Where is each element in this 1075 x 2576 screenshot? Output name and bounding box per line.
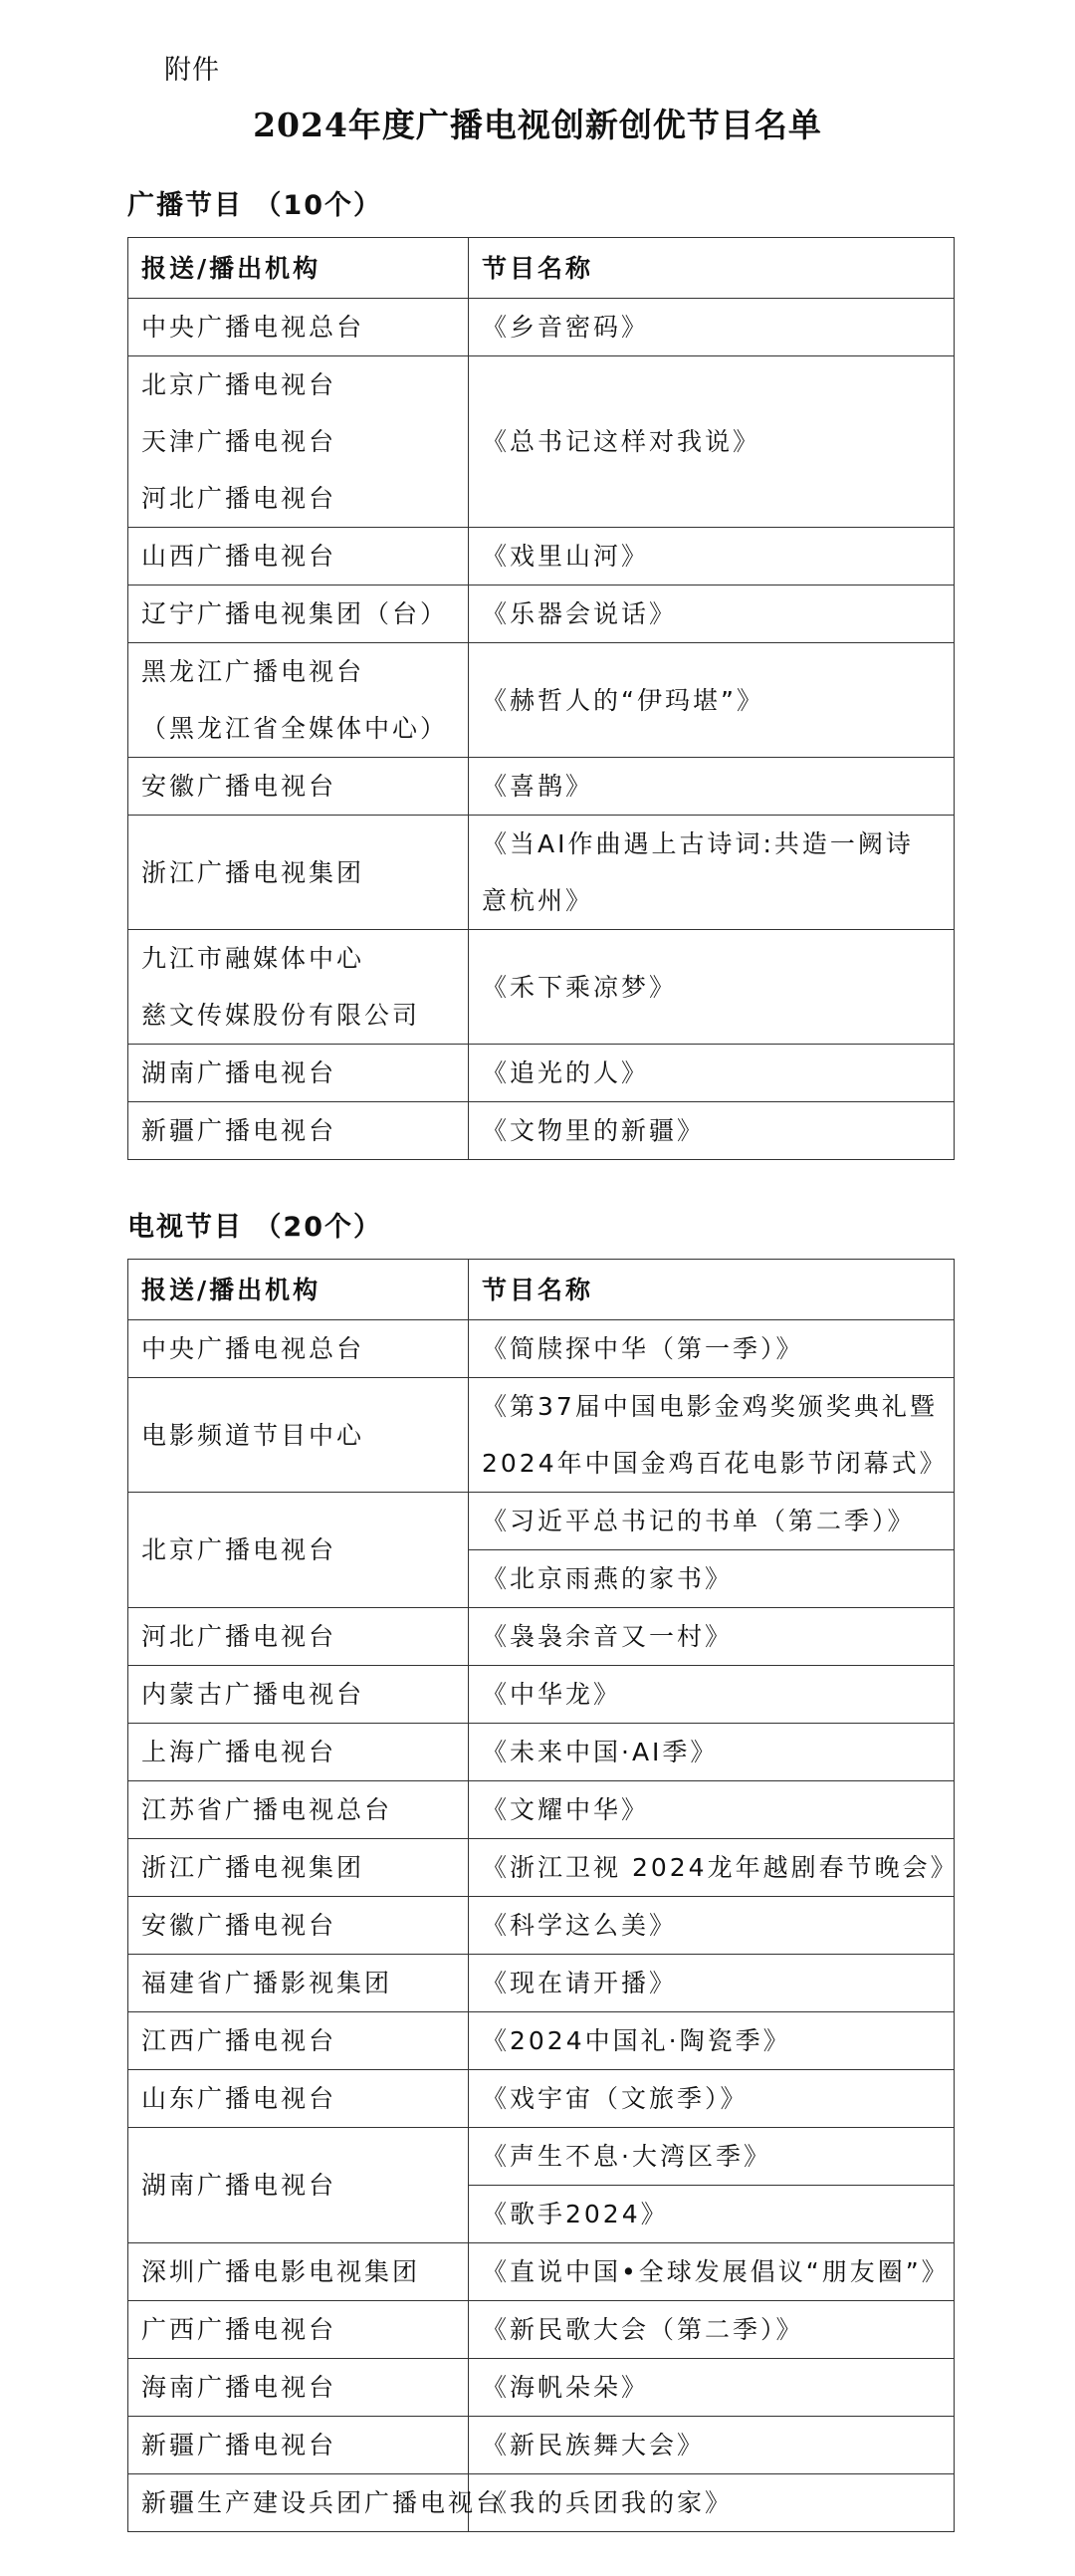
tv-program-table [127,1259,959,2532]
program-cell [469,356,955,528]
org-name: 湖南广播电视台 [141,1058,337,1087]
program-name: 《浙江卫视 2024龙年越剧春节晚会》 [482,1853,959,1882]
org-name: 河北广播电视台 [141,1622,337,1651]
org-cell [128,643,469,758]
org-cell [128,930,469,1045]
program-cell [469,1781,955,1839]
org-name: 黑龙江广播电视台 [141,657,365,686]
org-name: 浙江广播电视集团 [141,857,365,887]
tv-count: （20个） [254,1212,382,1243]
org-cell [128,1955,469,2012]
program-name: 《直说中国•全球发展倡议“朋友圈”》 [482,2257,950,2286]
table-row [128,1102,955,1160]
org-cell [128,2243,469,2301]
org-name: 江西广播电视台 [141,2026,337,2055]
radio-program-table [127,237,955,1160]
org-name: 北京广播电视台 [141,370,337,399]
table-row [128,1045,955,1102]
org-cell [128,299,469,356]
org-name: 上海广播电视台 [141,1738,337,1766]
program-name: 《袅袅余音又一村》 [482,1622,734,1651]
table-row [128,2128,955,2186]
program-cell [469,1955,955,2012]
program-name: 《2024中国礼·陶瓷季》 [482,2026,791,2055]
table-row [128,2070,955,2128]
org-column-header: 报送/播出机构 [128,1260,469,1320]
table-row [128,2359,955,2417]
org-cell [128,1378,469,1493]
table-row [128,1608,955,1666]
program-name: 《禾下乘凉梦》 [482,972,678,1002]
program-cell [469,1608,955,1666]
program-cell [469,643,955,758]
program-cell [469,1493,955,1550]
program-cell [469,816,955,930]
org-cell [128,1045,469,1102]
table-row [128,1320,955,1378]
org-name: 安徽广播电视台 [141,1911,337,1940]
org-cell [128,2359,469,2417]
program-cell [469,528,955,585]
program-name: 《歌手2024》 [482,2200,669,2228]
org-cell [128,1897,469,1955]
org-cell [128,1608,469,1666]
program-cell [469,2359,955,2417]
program-name: 《戏里山河》 [482,542,650,571]
table-row [128,2301,955,2359]
org-name: （黑龙江省全媒体中心） [141,714,449,743]
radio-count: （10个） [254,190,382,221]
org-column-header: 报送/播出机构 [128,238,469,299]
program-name: 《现在请开播》 [482,1969,678,1997]
table-row [128,2012,955,2070]
program-cell [469,758,955,816]
org-name: 山东广播电视台 [141,2084,337,2113]
org-cell [128,2474,505,2532]
org-name: 电影频道节目中心 [141,1420,365,1450]
program-name: 《海帆朵朵》 [482,2373,650,2402]
org-cell [128,2417,469,2474]
program-name: 《科学这么美》 [482,1911,678,1940]
table-row [128,643,955,758]
program-name: 《戏宇宙（文旅季）》 [482,2084,749,2113]
org-cell [128,758,469,816]
program-cell [469,1550,955,1608]
org-name: 河北广播电视台 [141,484,337,513]
program-cell [469,585,955,643]
table-row [128,528,955,585]
program-name: 《未来中国·AI季》 [482,1738,719,1766]
table-row [128,2417,955,2474]
table-row [128,585,955,643]
program-name: 《第37届中国电影金鸡奖颁奖典礼暨 [482,1392,938,1421]
program-name: 《乡音密码》 [482,313,650,342]
radio-heading-text: 广播节目 [127,190,243,221]
org-cell [128,2070,469,2128]
org-name: 福建省广播影视集团 [141,1969,393,1997]
org-name: 慈文传媒股份有限公司 [141,1001,421,1030]
org-cell [128,1493,469,1608]
program-cell [469,1839,959,1897]
org-name: 山西广播电视台 [141,542,337,571]
org-name: 九江市融媒体中心 [141,944,365,973]
program-name: 《简牍探中华（第一季）》 [482,1334,804,1363]
table-row [128,816,955,930]
program-name: 《赫哲人的“伊玛堪”》 [482,685,764,715]
table-row [128,758,955,816]
program-cell [469,2243,955,2301]
program-name: 2024年中国金鸡百花电影节闭幕式》 [482,1449,948,1478]
program-cell [469,930,955,1045]
program-name: 《我的兵团我的家》 [482,2488,734,2517]
org-name: 天津广播电视台 [141,427,337,456]
program-cell [469,1378,955,1493]
org-name: 新疆广播电视台 [141,1116,337,1145]
program-cell [469,299,955,356]
org-cell [128,1320,469,1378]
table-row [128,1493,955,1550]
tv-section-heading [127,1205,382,1244]
program-cell [469,2474,955,2532]
table-row [128,1897,955,1955]
org-name: 北京广播电视台 [141,1535,337,1564]
program-name: 意杭州》 [482,886,594,915]
table-row [128,1955,955,2012]
attachment-label: 附件 [164,55,220,86]
org-name: 中央广播电视总台 [141,313,365,342]
org-name: 深圳广播电影电视集团 [141,2257,421,2286]
program-name: 《文物里的新疆》 [482,1116,706,1145]
table-row [128,1666,955,1724]
program-cell [469,1897,955,1955]
radio-table-header [128,238,955,299]
program-cell [469,2012,955,2070]
tv-heading-text: 电视节目 [127,1212,243,1243]
org-name: 新疆广播电视台 [141,2431,337,2459]
table-row [128,1378,955,1493]
org-cell [128,528,469,585]
program-column-header: 节目名称 [469,238,955,299]
org-cell [128,1724,469,1781]
org-cell [128,1102,469,1160]
program-name: 《北京雨燕的家书》 [482,1564,734,1593]
org-cell [128,585,469,643]
radio-section-heading [127,183,382,222]
program-name: 《声生不息·大湾区季》 [482,2142,771,2171]
program-name: 《总书记这样对我说》 [482,427,761,456]
program-cell [469,1102,955,1160]
org-name: 广西广播电视台 [141,2315,337,2344]
org-name: 安徽广播电视台 [141,772,337,801]
org-name: 海南广播电视台 [141,2373,337,2402]
org-name: 新疆生产建设兵团广播电视台 [141,2488,505,2517]
program-cell [469,2301,955,2359]
org-name: 中央广播电视总台 [141,1334,365,1363]
org-name: 内蒙古广播电视台 [141,1680,365,1709]
program-cell [469,2186,955,2243]
program-name: 《文耀中华》 [482,1795,650,1824]
program-cell [469,2417,955,2474]
table-row [128,299,955,356]
program-name: 《新民族舞大会》 [482,2431,706,2459]
org-name: 浙江广播电视集团 [141,1853,365,1882]
tv-table-header [128,1260,955,1320]
org-cell [128,356,469,528]
org-cell [128,1781,469,1839]
program-name: 《当AI作曲遇上古诗词:共造一阙诗 [482,829,914,858]
org-cell [128,2012,469,2070]
org-cell [128,1666,469,1724]
program-cell [469,1045,955,1102]
org-cell [128,1839,469,1897]
table-row [128,1839,955,1897]
program-cell [469,1724,955,1781]
program-name: 《习近平总书记的书单（第二季）》 [482,1507,916,1535]
org-cell [128,2128,469,2243]
org-name: 江苏省广播电视总台 [141,1795,393,1824]
table-row [128,356,955,528]
program-cell [469,1666,955,1724]
program-cell [469,2070,955,2128]
program-cell [469,2128,955,2186]
program-name: 《追光的人》 [482,1058,650,1087]
table-row [128,1724,955,1781]
org-name: 湖南广播电视台 [141,2171,337,2200]
table-row [128,1781,955,1839]
table-row [128,2474,955,2532]
table-row [128,2243,955,2301]
program-cell [469,1320,955,1378]
org-cell [128,816,469,930]
table-row [128,930,955,1045]
document-title: 2024年度广播电视创新创优节目名单 [253,106,822,144]
program-name: 《乐器会说话》 [482,599,678,628]
org-name: 辽宁广播电视集团（台） [141,599,449,628]
program-column-header: 节目名称 [469,1260,955,1320]
program-name: 《喜鹊》 [482,772,594,801]
org-cell [128,2301,469,2359]
program-name: 《新民歌大会（第二季）》 [482,2315,804,2344]
program-name: 《中华龙》 [482,1680,622,1709]
